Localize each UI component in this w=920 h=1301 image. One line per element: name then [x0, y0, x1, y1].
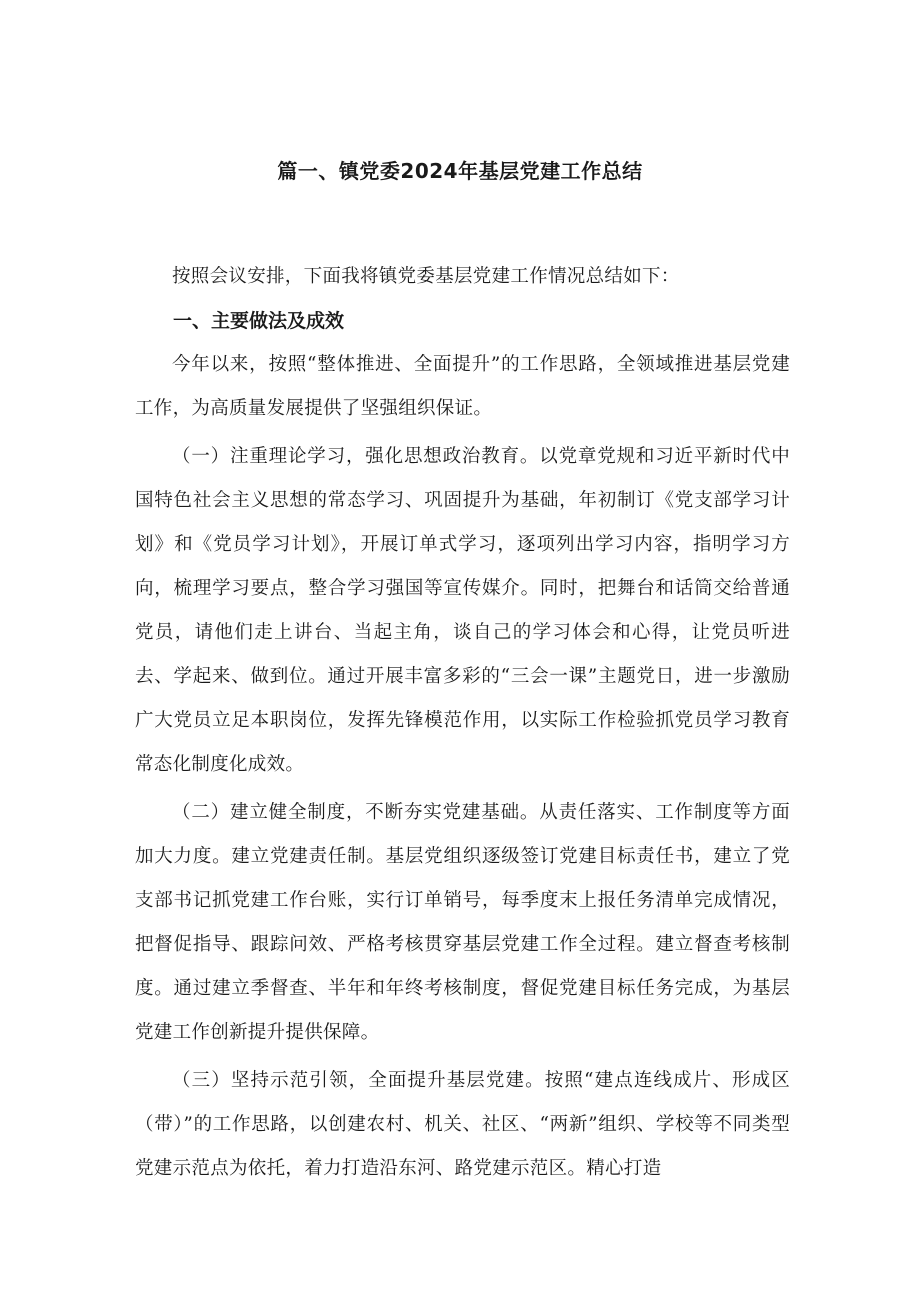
intro-paragraph: 按照会议安排，下面我将镇党委基层党建工作情况总结如下：	[172, 266, 680, 287]
paragraph-overview: 今年以来，按照“整体推进、全面提升”的工作思路，全领域推进基层党建工作，为高质量发展提供了坚强组织保证。	[135, 354, 790, 419]
document-body	[135, 255, 790, 1191]
paragraph-demonstration: （三）坚持示范引领，全面提升基层党建。按照“建点连线成片、形成区（带）”的工作思路，以创建农村、机关、社区、“两新”组织、学校等不同类型党建示范点为依托，着力打造沿东河、路党建示范区。精心打造	[135, 1070, 790, 1179]
paragraph-system-building: （二）建立健全制度，不断夯实党建基础。从责任落实、工作制度等方面加大力度。建立党建责任制。基层党组织逐级签订党建目标责任书，建立了党支部书记抓党建工作台账，实行订单销号，每季度末上报任务清单完成情况，把督促指导、跟踪问效、严格考核贯穿基层党建工作全过程。建立督查考核制度。通过建立季督查、半年和年终考核制度，督促党建目标任务完成，为基层党建工作创新提升提供保障。	[135, 802, 790, 1043]
section-heading: 一、主要做法及成效	[173, 310, 345, 332]
document-title: 篇一、镇党委2024年基层党建工作总结	[277, 159, 643, 183]
paragraph-theory-study: （一）注重理论学习，强化思想政治教育。以党章党规和习近平新时代中国特色社会主义思想的常态学习、巩固提升为基础，年初制订《党支部学习计划》和《党员学习计划》，开展订单式学习，逐项列出学习内容，指明学习方向，梳理学习要点，整合学习强国等宣传媒介。同时，把舞台和话筒交给普通党员，请他们走上讲台、当起主角，谈自己的学习体会和心得，让党员听进去、学起来、做到位。通过开展丰富多彩的“三会一课”主题党日，进一步激励广大党员立足本职岗位，发挥先锋模范作用，以实际工作检验抓党员学习教育常态化制度化成效。	[135, 446, 790, 775]
